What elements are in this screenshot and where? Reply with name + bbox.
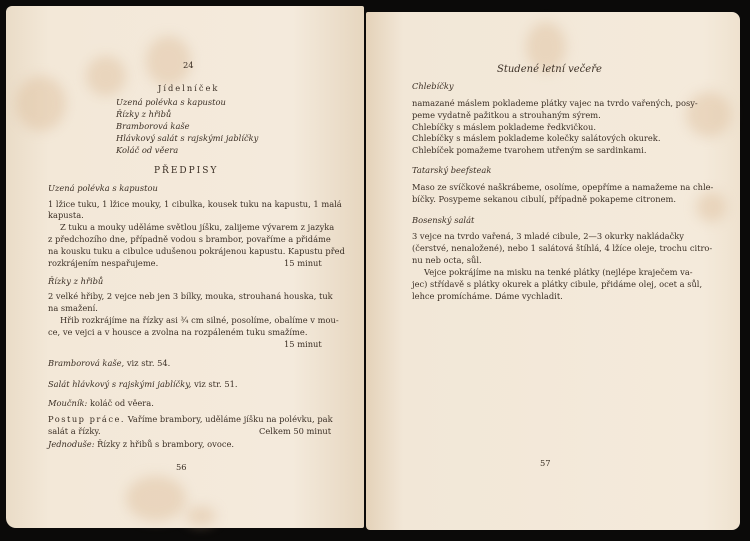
- recipe-line: kapusta.: [48, 210, 84, 220]
- section-line: peme vydatně pažitkou a strouhaným sýrem.: [412, 110, 601, 120]
- section-line: jec) střídavě s plátky okurek a plátky cibule, přidáme olej, ocet a sůl,: [412, 279, 703, 289]
- section-line: Maso ze svíčkové naškrábeme, osolíme, opepříme a namažeme na chle-: [412, 182, 714, 192]
- section-line: Chlebíček pomažeme tvarohem utřeným se sardinkami.: [412, 145, 647, 155]
- section-title: Tatarský beefsteak: [412, 165, 492, 175]
- section-title: Chlebíčky: [412, 81, 454, 91]
- recipe-time: 15 minut: [284, 339, 322, 349]
- section-line: 3 vejce na tvrdo vařená, 3 mladé cibule, 2—3 okurky nakládačky: [412, 231, 684, 241]
- jednoduse-title: Jednoduše:: [48, 439, 95, 449]
- recipe-line: Z tuku a mouky uděláme světlou jíšku, zalijeme vývarem z jazyka: [60, 222, 335, 232]
- section-title: PŘEDPISY: [154, 166, 219, 176]
- page-header-number: 24: [183, 60, 194, 70]
- menu-item: Bramborová kaše: [116, 121, 190, 131]
- postup-title: Postup práce.: [48, 414, 126, 424]
- section-line: bíčky. Posypeme sekanou cibulí, případně pokapeme citronem.: [412, 194, 676, 204]
- recipe-line: 1 lžice tuku, 1 lžice mouky, 1 cibulka, kousek tuku na kapustu, 1 malá: [48, 199, 342, 209]
- left-page: [6, 6, 364, 528]
- recipe-line: na smažení.: [48, 303, 98, 313]
- recipe-title: Uzená polévka s kapustou: [48, 183, 158, 193]
- menu-item: Řízky z hřibů: [116, 109, 172, 119]
- recipe-line: 2 velké hřiby, 2 vejce neb jen 3 bílky, mouka, strouhaná houska, tuk: [48, 291, 333, 301]
- jednoduse-text: Řízky z hřibů s brambory, ovoce.: [97, 439, 235, 449]
- postup-line-2: salát a řízky.: [48, 426, 101, 436]
- right-page: [366, 12, 740, 530]
- ref-line: [48, 358, 170, 370]
- section-line: nu neb octa, sůl.: [412, 255, 482, 265]
- page-number: 56: [176, 462, 187, 472]
- postup-total: Celkem 50 minut: [259, 426, 332, 436]
- recipe-line: z předchozího dne, případně vodou s brambor, povaříme a přidáme: [48, 234, 331, 244]
- section-line: (čerstvé, nenaložené), nebo 1 salátová štíhlá, 4 lžíce oleje, trochu citro-: [412, 243, 713, 253]
- recipe-line: ce, ve vejci a v housce a zvolna na rozpáleném tuku smažíme.: [48, 327, 308, 337]
- recipe-title: Řízky z hřibů: [48, 276, 104, 286]
- recipe-line: na kousku tuku a cibulce udušenou pokrájenou kapustu. Kapustu před: [48, 246, 345, 256]
- moucnik-text: koláč od věera.: [89, 398, 154, 408]
- ref-text: viz str. 54.: [126, 358, 171, 368]
- ref-title: Salát hlávkový s rajskými jablíčky,: [48, 379, 192, 389]
- menu-item: Koláč od věera: [116, 145, 179, 155]
- moucnik-line: [48, 398, 154, 410]
- section-line: Chlebíčky s máslem poklademe kolečky salátových okurek.: [412, 133, 661, 143]
- section-title: Bosenský salát: [412, 215, 475, 225]
- postup-text: Vaříme brambory, uděláme jíšku na polévku, pak: [127, 414, 333, 424]
- ref-line: [48, 379, 238, 391]
- recipe-line: rozkrájením nespařujeme.: [48, 258, 159, 268]
- menu-item: Uzená polévka s kapustou: [116, 97, 226, 107]
- section-line: lehce promícháme. Dáme vychladit.: [412, 291, 563, 301]
- recipe-time: 15 minut: [284, 258, 322, 268]
- moucnik-title: Moučník:: [48, 398, 88, 408]
- recipe-line: Hřib rozkrájíme na řízky asi ¾ cm silné, posolíme, obalíme v mou-: [60, 315, 339, 325]
- postup-line: [48, 414, 333, 426]
- section-line: Chlebíčky s máslem poklademe ředkvičkou.: [412, 122, 597, 132]
- menu-item: Hlávkový salát s rajskými jablíčky: [116, 133, 259, 143]
- section-line: Vejce pokrájíme na misku na tenké plátky (nejlépe kraječem va-: [424, 267, 693, 277]
- section-line: namazané máslem poklademe plátky vajec na tvrdo vařených, posy-: [412, 98, 698, 108]
- ref-title: Bramborová kaše,: [48, 358, 125, 368]
- ref-text: viz str. 51.: [194, 379, 238, 389]
- jednoduse-line: [48, 439, 234, 451]
- page-title: Studené letní večeře: [497, 64, 602, 75]
- menu-title: Jídelníček: [158, 83, 220, 93]
- page-number: 57: [540, 458, 551, 468]
